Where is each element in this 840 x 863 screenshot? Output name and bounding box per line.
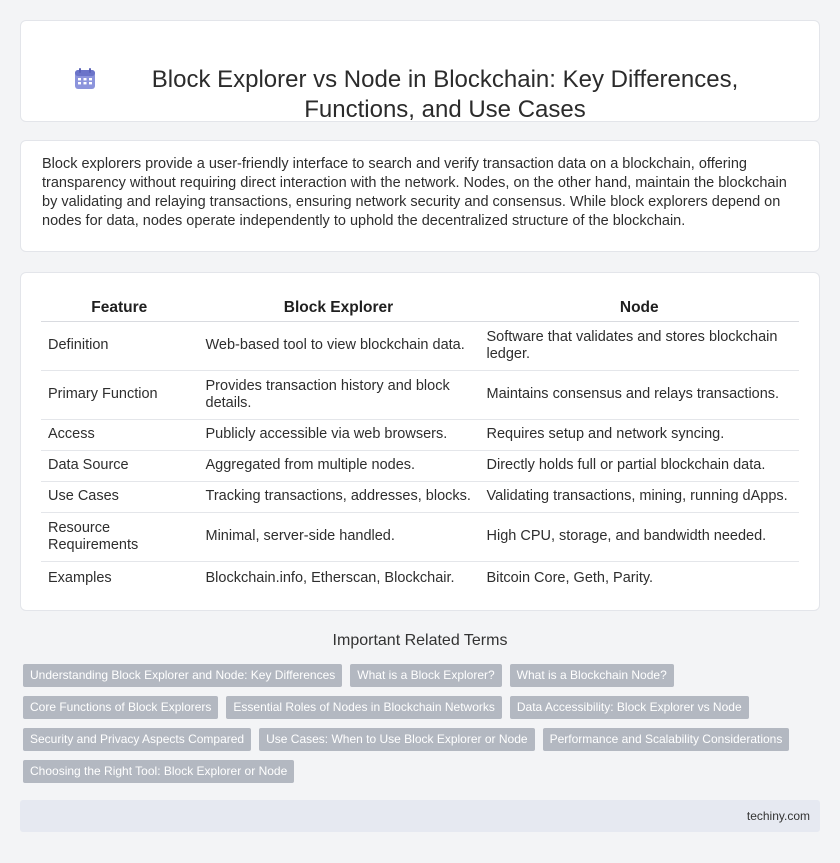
- table-cell: Provides transaction history and block details.: [198, 370, 479, 419]
- table-cell: Access: [41, 419, 198, 450]
- table-cell: Validating transactions, mining, running dApps.: [479, 481, 799, 512]
- table-cell: High CPU, storage, and bandwidth needed.: [479, 512, 799, 561]
- table-cell: Web-based tool to view blockchain data.: [198, 321, 479, 370]
- tag-link[interactable]: Data Accessibility: Block Explorer vs Node: [510, 696, 749, 719]
- table-cell: Bitcoin Core, Geth, Parity.: [479, 561, 799, 595]
- table-row: [41, 561, 799, 595]
- column-header-block-explorer: Block Explorer: [198, 295, 479, 321]
- tag-link[interactable]: What is a Blockchain Node?: [510, 664, 674, 687]
- table-cell: Maintains consensus and relays transactions.: [479, 370, 799, 419]
- comparison-table-card: [20, 272, 820, 611]
- tag-link[interactable]: What is a Block Explorer?: [350, 664, 501, 687]
- tag-row: [23, 760, 813, 783]
- footer-bar: [20, 800, 820, 832]
- page-title: Block Explorer vs Node in Blockchain: Key Differences, Functions, and Use Cases: [151, 66, 739, 123]
- table-cell: Examples: [48, 569, 112, 586]
- related-terms-tags: [23, 664, 813, 792]
- tag-link[interactable]: Performance and Scalability Considerations: [543, 728, 790, 751]
- table-cell: Data Source: [41, 450, 198, 481]
- table-cell: Definition: [41, 321, 198, 370]
- table-cell: Primary Function: [41, 370, 198, 419]
- table-row: [41, 321, 799, 370]
- calendar-grid-icon: [73, 67, 97, 91]
- tag-link[interactable]: Choosing the Right Tool: Block Explorer or Node: [23, 760, 294, 783]
- table-cell: Software that validates and stores blockchain ledger.: [479, 321, 799, 370]
- tag-row: [23, 696, 813, 719]
- tag-link[interactable]: Essential Roles of Nodes in Blockchain Networks: [226, 696, 501, 719]
- table-header-row: [41, 295, 799, 321]
- header-card: [20, 20, 820, 122]
- table-cell: Tracking transactions, addresses, blocks.: [198, 481, 479, 512]
- tag-link[interactable]: Security and Privacy Aspects Compared: [23, 728, 251, 751]
- related-terms-title: Important Related Terms: [332, 632, 508, 649]
- table-row: [41, 450, 799, 481]
- intro-paragraph: Block explorers provide a user-friendly interface to search and verify transaction data on a blockchain, offering transparency without requiring direct interaction with the network. Nodes, on the other hand, maintain the blockchain by validating and relaying transactions, ensuring network security and consensus. While block explorers depend on nodes for data, nodes operate independently to uphold the decentralized structure of the blockchain.: [42, 156, 787, 229]
- table-cell: Publicly accessible via web browsers.: [198, 419, 479, 450]
- table-cell: Requires setup and network syncing.: [479, 419, 799, 450]
- intro-card: [20, 140, 820, 252]
- table-cell: Directly holds full or partial blockchain data.: [479, 450, 799, 481]
- tag-link[interactable]: Understanding Block Explorer and Node: Key Differences: [23, 664, 342, 687]
- tag-link[interactable]: Use Cases: When to Use Block Explorer or Node: [259, 728, 534, 751]
- tag-row: [23, 728, 813, 751]
- tag-row: [23, 664, 813, 687]
- tag-link[interactable]: Core Functions of Block Explorers: [23, 696, 218, 719]
- table-row: [41, 419, 799, 450]
- column-header-feature: Feature: [41, 295, 198, 321]
- table-row: [41, 512, 799, 561]
- table-row: [41, 481, 799, 512]
- table-row: [41, 370, 799, 419]
- table-cell: Blockchain.info, Etherscan, Blockchair.: [198, 561, 479, 595]
- table-cell: Use Cases: [41, 481, 198, 512]
- column-header-node: Node: [479, 295, 799, 321]
- comparison-table: [41, 295, 799, 595]
- footer-site-name: techiny.com: [746, 809, 810, 823]
- table-cell: Aggregated from multiple nodes.: [198, 450, 479, 481]
- table-cell: Minimal, server-side handled.: [198, 512, 479, 561]
- table-cell: Resource Requirements: [41, 512, 198, 561]
